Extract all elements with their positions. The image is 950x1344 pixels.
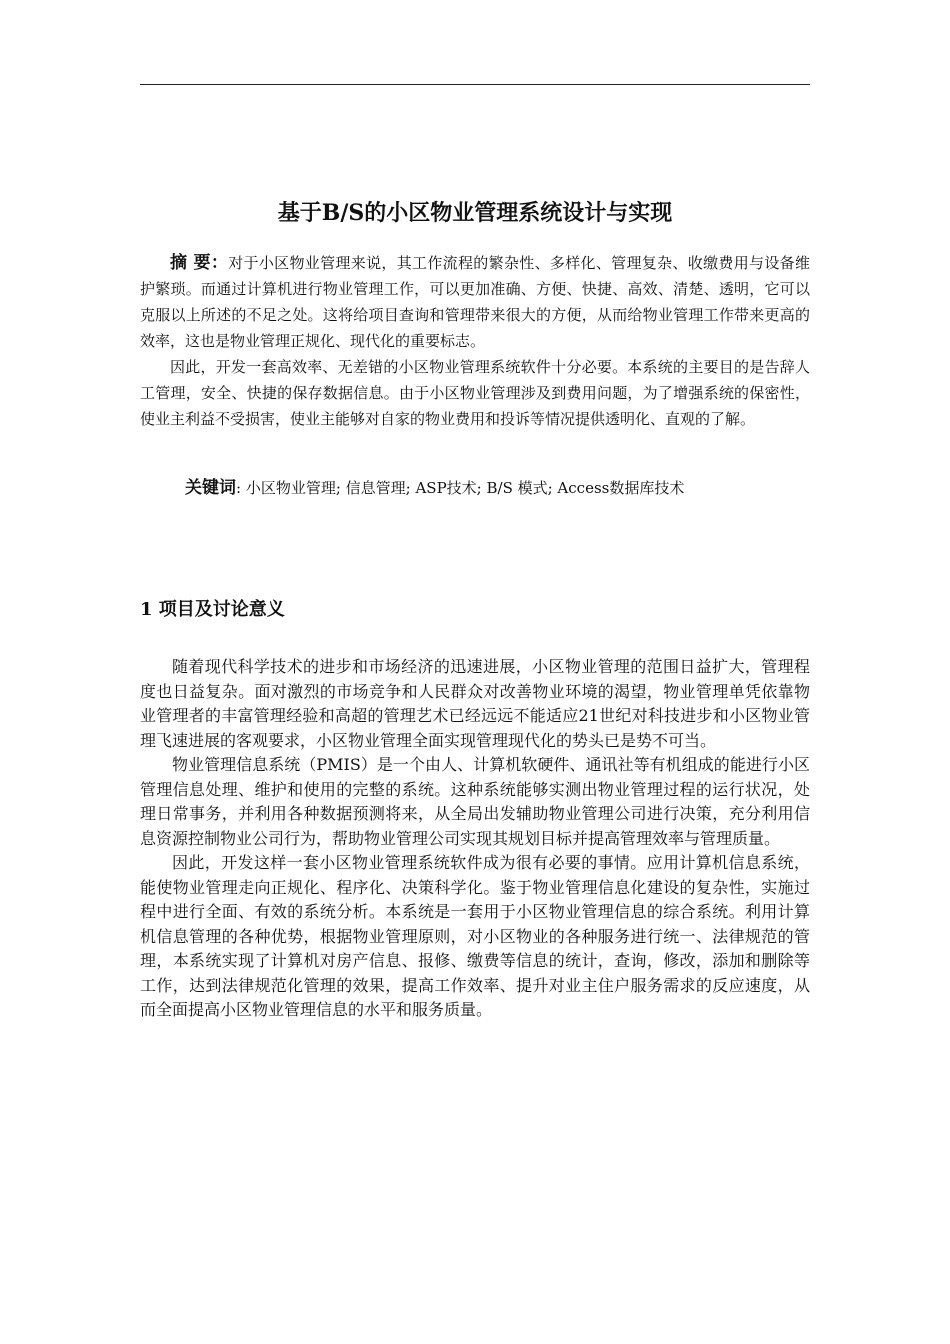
document-title: 基于B/S的小区物业管理系统设计与实现 [277,200,673,226]
keywords-text: : 小区物业管理; 信息管理; ASP技术; B/S 模式; Access数据库技术 [236,479,685,497]
keywords-paragraph [140,475,810,501]
header-rule [140,84,810,85]
abstract [140,250,810,432]
abstract-paragraph: 因此，开发一套高效率、无差错的小区物业管理系统软件十分必要。本系统的主要目的是告辞人工管理，安全、快捷的保存数据信息。由于小区物业管理涉及到费用问题，为了增强系统的保密性，使业主利益不受损害，使业主能够对自家的物业费用和投诉等情况提供透明化、直观的了解。 [140,358,810,428]
section-heading: 1 项目及讨论意义 [140,599,285,620]
body-paragraph: 物业管理信息系统（PMIS）是一个由人、计算机软硬件、通讯社等有机组成的能进行小区管理信息处理、维护和使用的完整的系统。这种系统能够实测出物业管理过程的运行状况，处理日常事务，并利用各种数据预测将来，从全局出发辅助物业管理公司进行决策，充分利用信息资源控制物业公司行为，帮助物业管理公司实现其规划目标并提高管理效率与管理质量。 [140,755,810,848]
keywords [140,475,810,501]
abstract-text: 对于小区物业管理来说，其工作流程的繁杂性、多样化、管理复杂、收缴费用与设备维护繁琐。而通过计算机进行物业管理工作，可以更加准确、方便、快捷、高效、清楚、透明，它可以克服以上所述的不足之处。这将给项目查询和管理带来很大的方便，从而给物业管理工作带来更高的效率，这也是物业管理正规化、现代化的重要标志。 [140,254,810,350]
section-body [140,655,810,1023]
body-paragraph: 随着现代科学技术的进步和市场经济的迅速进展，小区物业管理的范围日益扩大，管理程度也日益复杂。面对激烈的市场竞争和人民群众对改善物业环境的渴望，物业管理单凭依靠物业管理者的丰富管理经验和高超的管理艺术已经远远不能适应21世纪对科技进步和小区物业管理飞速进展的客观要求，小区物业管理全面实现管理现代化的势头已是势不可当。 [140,657,810,750]
keywords-label: 关键词 [185,478,236,498]
body-paragraph: 因此，开发这样一套小区物业管理系统软件成为很有必要的事情。应用计算机信息系统，能使物业管理走向正规化、程序化、决策科学化。鉴于物业管理信息化建设的复杂性，实施过程中进行全面、有效的系统分析。本系统是一套用于小区物业管理信息的综合系统。利用计算机信息管理的各种优势，根据物业管理原则，对小区物业的各种服务进行统一、法律规范的管理，本系统实现了计算机对房产信息、报修、缴费等信息的统计，查询，修改，添加和删除等工作，达到法律规范化管理的效果，提高工作效率、提升对业主住户服务需求的反应速度，从而全面提高小区物业管理信息的水平和服务质量。 [140,853,810,1019]
abstract-paragraph [140,250,810,354]
abstract-label: 摘 要： [170,253,229,273]
